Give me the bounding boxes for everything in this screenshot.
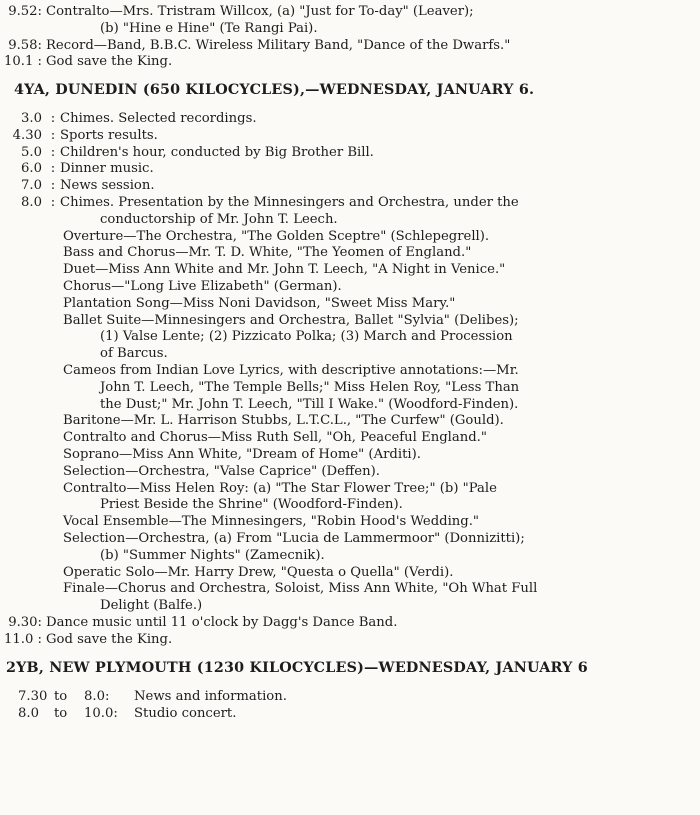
schedule-entry [0,689,700,706]
schedule-entry: 4.30 : Sports results. [0,128,700,145]
entry-text: News and information. [134,689,287,705]
entry-time: 9.58: [8,37,42,53]
programme-item: Baritone—Mr. L. Harrison Stubbs, L.T.C.L., "The Curfew" (Gould). [63,413,504,429]
entry-time: 4.30 [12,127,42,143]
station-schedule-2yb [0,689,700,723]
programme-item-continuation: of Barcus. [100,346,168,362]
programme-item: Finale—Chorus and Orchestra, Soloist, Miss Ann White, "Oh What Full [63,581,538,597]
programme-item: Contralto—Miss Helen Roy: (a) "The Star Flower Tree;" (b) "Pale [63,480,497,496]
schedule-entry: 6.0 : Dinner music. [0,161,700,178]
programme-item: Vocal Ensemble—The Minnesingers, "Robin Hood's Wedding." [63,514,479,530]
entry-to-word: to [54,706,68,722]
programme-item: Plantation Song—Miss Noni Davidson, "Sweet Miss Mary." [63,295,456,311]
programme-item: Ballet Suite—Minnesingers and Orchestra, Ballet "Sylvia" (Delibes); [63,312,519,328]
concert-programme [0,229,700,615]
previous-station-schedule [0,4,700,71]
entry-text: Sports results. [60,127,158,143]
programme-item: Selection—Orchestra, (a) From "Lucia de Lammermoor" (Donnizitti); [63,530,525,546]
programme-item-continuation: (1) Valse Lente; (2) Pizzicato Polka; (3) March and Procession [100,329,513,345]
programme-item: Contralto and Chorus—Miss Ruth Sell, "Oh, Peaceful England." [63,430,487,446]
schedule-entry [0,38,700,55]
entry-text: News session. [60,178,155,194]
entry-time: 10.1 : [4,54,42,70]
programme-item: Bass and Chorus—Mr. T. D. White, "The Yeomen of England." [63,245,472,261]
entry-to-word: to [54,689,68,705]
entry-text: Dance music until 11 o'clock by Dagg's Dance Band. [46,614,398,630]
schedule-entry: 5.0 : Children's hour, conducted by Big Brother Bill. [0,145,700,162]
programme-item-continuation: Priest Beside the Shrine" (Woodford-Finden). [100,497,403,513]
programme-item-continuation: the Dust;" Mr. John T. Leech, "Till I Wake." (Woodford-Finden). [100,396,519,412]
programme-item: Chorus—"Long Live Elizabeth" (German). [63,278,342,294]
entry-until-time: 10.0: [84,706,118,722]
entry-text: Record—Band, B.B.C. Wireless Military Band, "Dance of the Dwarfs." [46,37,511,53]
station-schedule-4ya [0,111,700,649]
schedule-entry: 8.0 : Chimes. Presentation by the Minnesingers and Orchestra, under the [0,195,700,212]
schedule-entry [0,4,700,21]
programme-item-continuation: John T. Leech, "The Temple Bells;" Miss Helen Roy, "Less Than [100,379,520,395]
entry-continuation: conductorship of Mr. John T. Leech. [100,211,338,227]
entry-time: 6.0 [21,161,42,177]
station-heading-4ya: 4YA, DUNEDIN (650 KILOCYCLES),—WEDNESDAY, JANUARY 6. [14,82,535,99]
programme-item: Cameos from Indian Love Lyrics, with descriptive annotations:—Mr. [63,362,519,378]
programme-item: Soprano—Miss Ann White, "Dream of Home" (Arditi). [63,446,421,462]
entry-text: Chimes. Presentation by the Minnesingers and Orchestra, under the [60,194,519,210]
entry-text: Contralto—Mrs. Tristram Willcox, (a) "Just for To-day" (Leaver); [46,4,474,19]
entry-text: Dinner music. [60,161,154,177]
schedule-entry: 7.0 : News session. [0,178,700,195]
entry-text: God save the King. [46,54,173,70]
entry-text: Chimes. Selected recordings. [60,110,257,126]
schedule-entry: 3.0 : Chimes. Selected recordings. [0,111,700,128]
station-heading-2yb: 2YB, NEW PLYMOUTH (1230 KILOCYCLES)—WEDNESDAY, JANUARY 6 [6,660,588,677]
schedule-entry [0,706,700,723]
entry-from-time: 8.0 [18,706,39,722]
entry-time: 9.30: [8,614,42,630]
entry-continuation: (b) "Hine e Hine" (Te Rangi Pai). [100,20,318,36]
entry-text: God save the King. [46,631,173,647]
schedule-entry [0,632,700,649]
entry-from-time: 7.30 [18,689,48,705]
programme-item-continuation: Delight (Balfe.) [100,598,203,614]
schedule-entry [0,615,700,632]
entry-time: 3.0 [21,110,42,126]
entry-until-time: 8.0: [84,689,110,705]
programme-item: Operatic Solo—Mr. Harry Drew, "Questa o Quella" (Verdi). [63,564,454,580]
entry-time: 8.0 [21,194,42,210]
entry-time: 5.0 [21,144,42,160]
entry-time: 7.0 [21,178,42,194]
entry-time: 11.0 : [4,631,42,647]
schedule-entry [0,54,700,71]
entry-text: Studio concert. [134,706,237,722]
entry-text: Children's hour, conducted by Big Brother Bill. [60,144,374,160]
programme-item: Selection—Orchestra, "Valse Caprice" (Deffen). [63,463,380,479]
entry-time: 9.52: [8,4,42,19]
programme-item: Overture—The Orchestra, "The Golden Sceptre" (Schlepegrell). [63,228,490,244]
programme-item-continuation: (b) "Summer Nights" (Zamecnik). [100,547,325,563]
programme-item: Duet—Miss Ann White and Mr. John T. Leech, "A Night in Venice." [63,262,506,278]
